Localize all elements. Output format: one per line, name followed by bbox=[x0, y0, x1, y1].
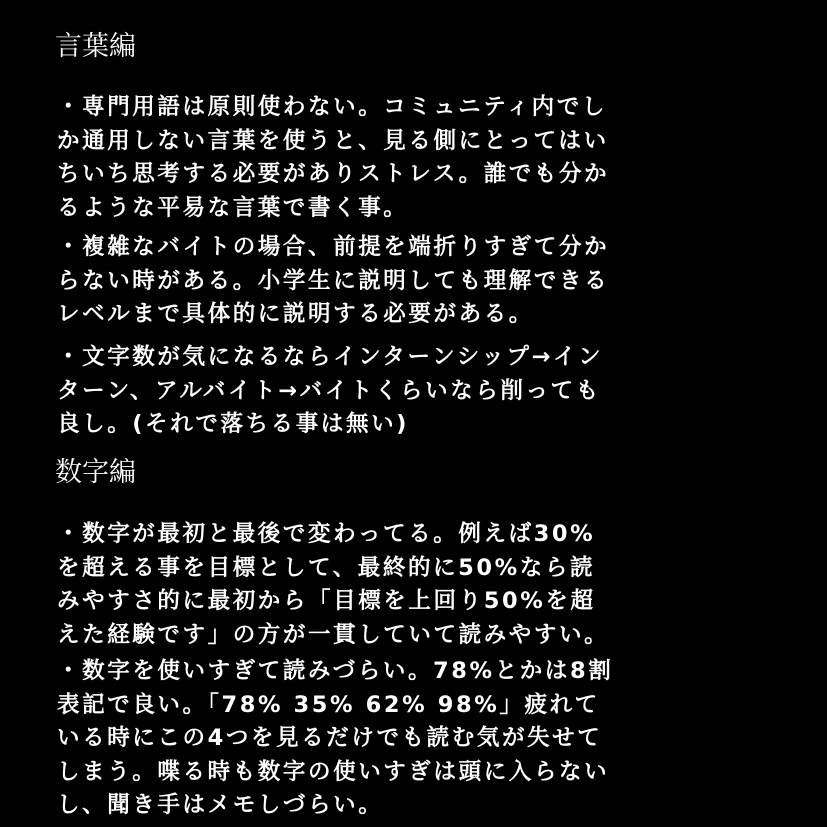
paragraph-line: ・数字を使いすぎて読みづらい。78%とかは8割 bbox=[57, 658, 614, 684]
paragraph-line: ちいち思考する必要がありストレス。誰でも分か bbox=[57, 161, 610, 187]
paragraph-line: しまう。喋る時も数字の使いすぎは頭に入らない bbox=[57, 758, 610, 785]
paragraph-line: ・文字数が気になるならインターンシップ→イン bbox=[57, 344, 604, 370]
section-heading-words: 言葉編 bbox=[55, 31, 136, 62]
paragraph-line: らない時がある。小学生に説明しても理解できる bbox=[57, 267, 610, 294]
paragraph-line: を超える事を目標として、最終的に50%なら読 bbox=[57, 554, 596, 581]
paragraph-line: いる時にこの4つを見るだけでも読む気が失せて bbox=[57, 725, 603, 751]
section-heading-numbers: 数字編 bbox=[55, 457, 136, 488]
paragraph-line: 良し。(それで落ちる事は無い) bbox=[57, 411, 410, 437]
paragraph-line: みやすさ的に最初から「目標を上回り50%を超 bbox=[57, 588, 596, 614]
paragraph-line: か通用しない言葉を使うと、見る側にとってはい bbox=[57, 127, 609, 154]
paragraph-character-count bbox=[57, 341, 603, 442]
paragraph-line: レベルまで具体的に説明する必要がある。 bbox=[57, 301, 534, 327]
paragraph-line: るような平易な言葉で書く事。 bbox=[57, 194, 409, 221]
paragraph-complex-job bbox=[57, 231, 609, 332]
paragraph-line: えた経験です」の方が一貫していて読みやすい。 bbox=[57, 621, 610, 648]
paragraph-consistent-numbers bbox=[57, 518, 609, 652]
paragraph-line: ターン、アルバイト→バイトくらいなら削っても bbox=[57, 377, 601, 404]
paragraph-line: ・数字が最初と最後で変わってる。例えば30% bbox=[57, 521, 596, 547]
paragraph-jargon bbox=[57, 91, 609, 225]
paragraph-too-many-numbers bbox=[57, 655, 613, 823]
paragraph-line: ・専門用語は原則使わない。コミュニティ内でし bbox=[57, 94, 607, 120]
paragraph-line: 表記で良い。「78% 35% 62% 98%」疲れて bbox=[57, 691, 600, 718]
paragraph-line: ・複雑なバイトの場合、前提を端折りすぎて分か bbox=[57, 234, 610, 260]
paragraph-line: し、聞き手はメモしづらい。 bbox=[57, 792, 384, 818]
